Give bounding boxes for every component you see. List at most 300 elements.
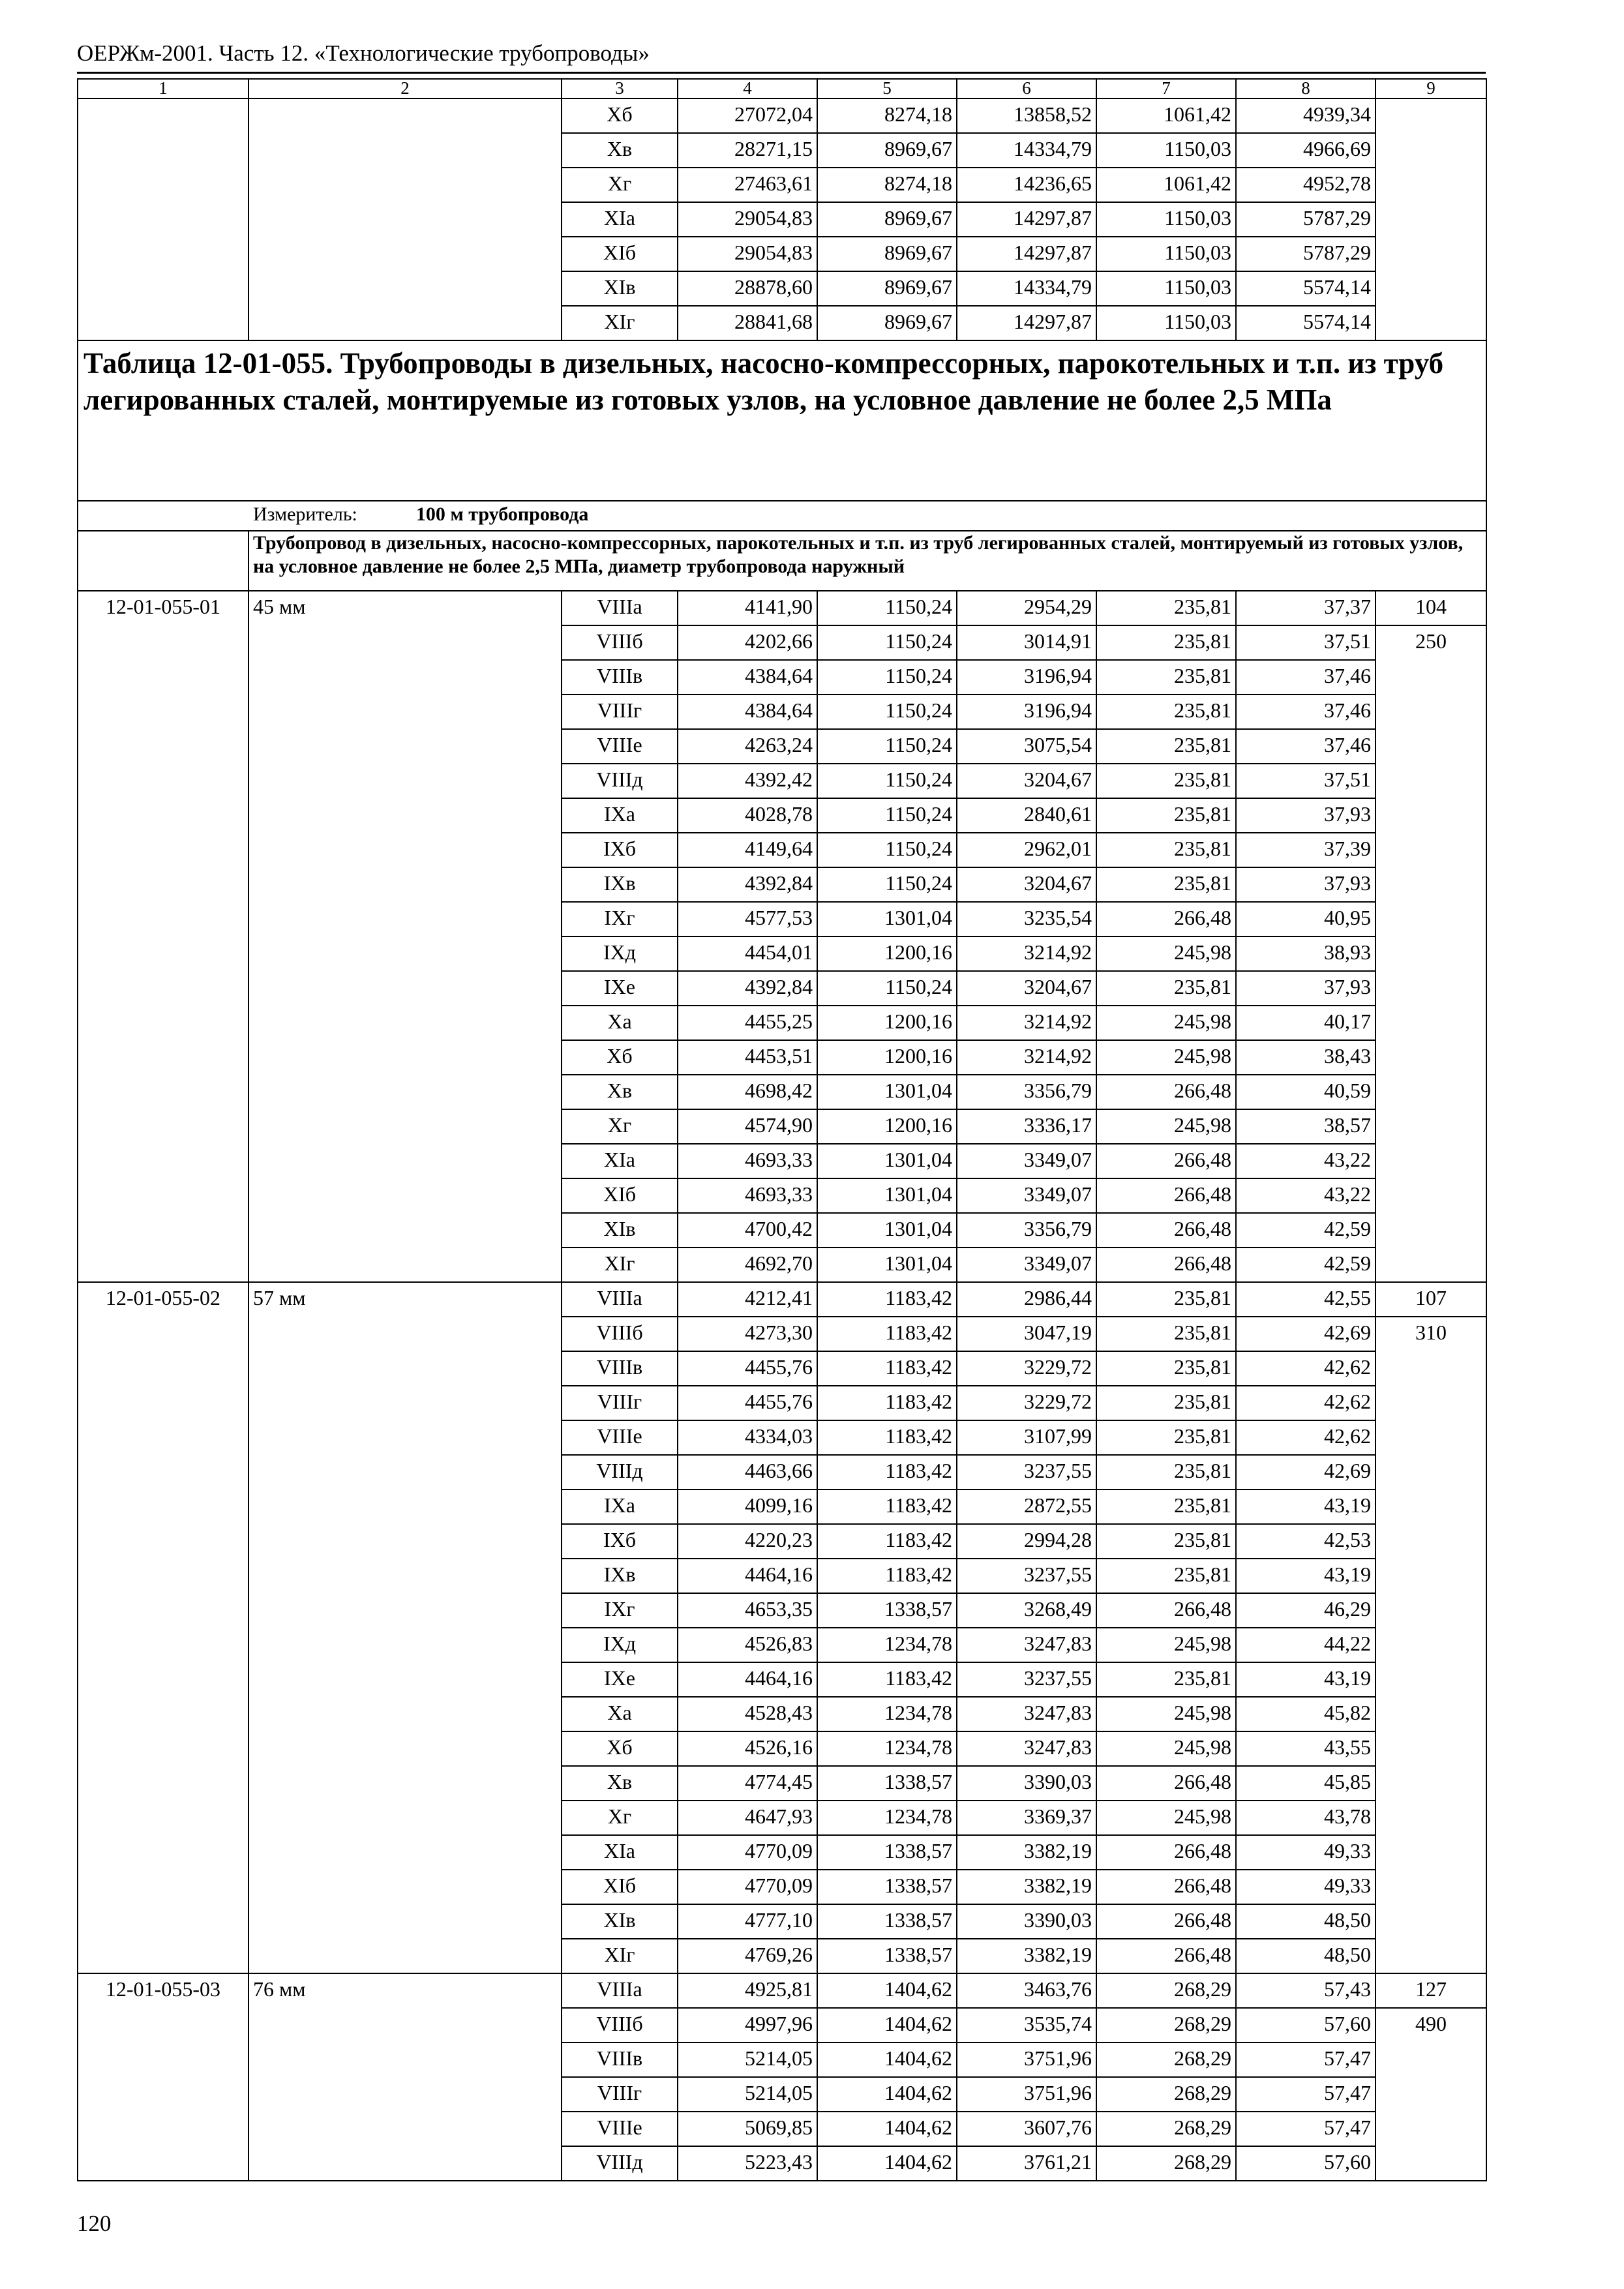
column-header-8: 8 <box>1236 79 1376 98</box>
zone-cell: VIIIб <box>562 625 678 660</box>
value-cell-col6: 3761,21 <box>957 2146 1096 2181</box>
value-cell-col4: 4453,51 <box>678 1040 817 1075</box>
value-cell-col6: 3390,03 <box>957 1904 1096 1939</box>
value-cell-col7: 245,98 <box>1096 1731 1236 1766</box>
value-cell-col6: 3229,72 <box>957 1351 1096 1386</box>
zone-cell: IXд <box>562 1628 678 1662</box>
empty-col9-cell <box>1376 98 1486 340</box>
value-cell-col5: 1234,78 <box>817 1731 957 1766</box>
value-cell-col6: 2872,55 <box>957 1489 1096 1524</box>
zone-cell: VIIIг <box>562 695 678 729</box>
value-cell-col6: 3463,76 <box>957 1973 1096 2008</box>
zone-cell: VIIIе <box>562 2112 678 2146</box>
value-cell-col8: 43,55 <box>1236 1731 1376 1766</box>
value-cell-col8: 43,19 <box>1236 1559 1376 1593</box>
value-cell-col7: 268,29 <box>1096 1973 1236 2008</box>
value-cell-col7: 235,81 <box>1096 591 1236 625</box>
value-cell-col4: 4455,76 <box>678 1386 817 1420</box>
zone-cell: VIIIа <box>562 1282 678 1317</box>
value-cell-col4: 4577,53 <box>678 902 817 936</box>
value-cell-col5: 1404,62 <box>817 2042 957 2077</box>
value-cell-col5: 1183,42 <box>817 1386 957 1420</box>
value-cell-col7: 235,81 <box>1096 1351 1236 1386</box>
value-cell-col8: 48,50 <box>1236 1939 1376 1973</box>
zone-cell: VIIIб <box>562 2008 678 2042</box>
page-number: 120 <box>77 2211 112 2236</box>
value-cell-col8: 40,17 <box>1236 1006 1376 1040</box>
zone-cell: ХIв <box>562 1213 678 1248</box>
value-cell-col6: 3204,67 <box>957 971 1096 1006</box>
description-row <box>78 531 1486 591</box>
zone-cell: Хв <box>562 1766 678 1801</box>
price-table-body <box>78 79 1486 2181</box>
column-header-9: 9 <box>1376 79 1486 98</box>
value-cell-col4: 5214,05 <box>678 2077 817 2112</box>
value-cell-col6: 3075,54 <box>957 729 1096 764</box>
zone-cell: Хг <box>562 1801 678 1835</box>
value-cell-col5: 1338,57 <box>817 1766 957 1801</box>
value-cell-col6: 3196,94 <box>957 660 1096 695</box>
value-cell-col7: 268,29 <box>1096 2146 1236 2181</box>
value-cell-col6: 14297,87 <box>957 306 1096 340</box>
value-cell-col5: 1150,24 <box>817 660 957 695</box>
value-cell-col7: 268,29 <box>1096 2042 1236 2077</box>
zone-cell: IXе <box>562 971 678 1006</box>
value-cell-col6: 3356,79 <box>957 1075 1096 1109</box>
zone-cell: VIIIг <box>562 2077 678 2112</box>
value-cell-col5: 1183,42 <box>817 1420 957 1455</box>
value-cell-col6: 3196,94 <box>957 695 1096 729</box>
value-cell-col5: 1301,04 <box>817 1075 957 1109</box>
value-cell-col7: 245,98 <box>1096 1697 1236 1731</box>
value-cell-col5: 8969,67 <box>817 237 957 271</box>
value-cell-col5: 1338,57 <box>817 1835 957 1870</box>
zone-cell: VIIIе <box>562 1420 678 1455</box>
value-cell-col7: 245,98 <box>1096 936 1236 971</box>
col9-value-cell: 490 <box>1376 2008 1486 2181</box>
price-table <box>77 78 1487 2181</box>
zone-cell: VIIIв <box>562 2042 678 2077</box>
value-cell-col4: 28841,68 <box>678 306 817 340</box>
value-cell-col8: 48,50 <box>1236 1904 1376 1939</box>
zone-cell: IXд <box>562 936 678 971</box>
column-header-6: 6 <box>957 79 1096 98</box>
value-cell-col4: 4463,66 <box>678 1455 817 1489</box>
zone-cell: IXг <box>562 1593 678 1628</box>
description-text: Трубопровод в дизельных, насосно-компрессорных, парокотельных и т.п. из труб легированных сталей, монтируемый из готовых узлов, на условное давление не более 2,5 МПа, диаметр трубопровода наружный <box>248 531 1486 591</box>
value-cell-col7: 235,81 <box>1096 1489 1236 1524</box>
value-cell-col6: 3214,92 <box>957 936 1096 971</box>
zone-cell: VIIIг <box>562 1386 678 1420</box>
zone-cell: Хб <box>562 1040 678 1075</box>
column-header-7: 7 <box>1096 79 1236 98</box>
value-cell-col6: 3047,19 <box>957 1317 1096 1351</box>
value-cell-col4: 4141,90 <box>678 591 817 625</box>
value-cell-col4: 4392,84 <box>678 971 817 1006</box>
value-cell-col5: 1404,62 <box>817 2077 957 2112</box>
value-cell-col5: 1338,57 <box>817 1870 957 1904</box>
value-cell-col7: 245,98 <box>1096 1006 1236 1040</box>
value-cell-col4: 4693,33 <box>678 1178 817 1213</box>
value-cell-col8: 43,19 <box>1236 1489 1376 1524</box>
value-cell-col7: 235,81 <box>1096 867 1236 902</box>
value-cell-col4: 4384,64 <box>678 660 817 695</box>
value-cell-col6: 14236,65 <box>957 168 1096 202</box>
value-cell-col5: 1150,24 <box>817 833 957 867</box>
value-cell-col5: 1183,42 <box>817 1282 957 1317</box>
zone-cell: Хв <box>562 133 678 168</box>
value-cell-col6: 14334,79 <box>957 271 1096 306</box>
value-cell-col5: 1183,42 <box>817 1559 957 1593</box>
value-cell-col4: 4526,16 <box>678 1731 817 1766</box>
value-cell-col4: 4334,03 <box>678 1420 817 1455</box>
value-cell-col7: 245,98 <box>1096 1628 1236 1662</box>
value-cell-col7: 268,29 <box>1096 2077 1236 2112</box>
table-row <box>78 1282 1486 1317</box>
zone-cell: VIIIв <box>562 1351 678 1386</box>
value-cell-col7: 266,48 <box>1096 1766 1236 1801</box>
value-cell-col8: 57,60 <box>1236 2008 1376 2042</box>
zone-cell: IXб <box>562 833 678 867</box>
value-cell-col5: 1404,62 <box>817 2112 957 2146</box>
value-cell-col4: 4574,90 <box>678 1109 817 1144</box>
value-cell-col7: 266,48 <box>1096 1593 1236 1628</box>
value-cell-col6: 3349,07 <box>957 1144 1096 1178</box>
value-cell-col4: 4202,66 <box>678 625 817 660</box>
value-cell-col5: 1301,04 <box>817 902 957 936</box>
col9-value-cell: 107 <box>1376 1282 1486 1317</box>
value-cell-col4: 29054,83 <box>678 202 817 237</box>
column-header-1: 1 <box>78 79 248 98</box>
value-cell-col6: 14297,87 <box>957 237 1096 271</box>
value-cell-col8: 37,93 <box>1236 971 1376 1006</box>
value-cell-col6: 3356,79 <box>957 1213 1096 1248</box>
value-cell-col4: 4220,23 <box>678 1524 817 1559</box>
value-cell-col4: 4997,96 <box>678 2008 817 2042</box>
value-cell-col8: 37,51 <box>1236 625 1376 660</box>
zone-cell: ХIг <box>562 1939 678 1973</box>
value-cell-col5: 1234,78 <box>817 1697 957 1731</box>
value-cell-col8: 57,43 <box>1236 1973 1376 2008</box>
value-cell-col4: 4700,42 <box>678 1213 817 1248</box>
column-header-3: 3 <box>562 79 678 98</box>
value-cell-col4: 4526,83 <box>678 1628 817 1662</box>
value-cell-col4: 4777,10 <box>678 1904 817 1939</box>
value-cell-col8: 40,59 <box>1236 1075 1376 1109</box>
value-cell-col5: 1183,42 <box>817 1489 957 1524</box>
value-cell-col6: 3535,74 <box>957 2008 1096 2042</box>
value-cell-col5: 1301,04 <box>817 1213 957 1248</box>
value-cell-col8: 42,59 <box>1236 1248 1376 1282</box>
value-cell-col7: 235,81 <box>1096 660 1236 695</box>
value-cell-col4: 4028,78 <box>678 798 817 833</box>
value-cell-col6: 3014,91 <box>957 625 1096 660</box>
value-cell-col5: 8274,18 <box>817 168 957 202</box>
value-cell-col7: 266,48 <box>1096 1835 1236 1870</box>
column-header-5: 5 <box>817 79 957 98</box>
value-cell-col4: 4454,01 <box>678 936 817 971</box>
value-cell-col5: 1234,78 <box>817 1801 957 1835</box>
value-cell-col6: 3607,76 <box>957 2112 1096 2146</box>
unit-label: Измеритель: <box>253 503 357 525</box>
value-cell-col6: 3214,92 <box>957 1040 1096 1075</box>
value-cell-col8: 4952,78 <box>1236 168 1376 202</box>
value-cell-col4: 27072,04 <box>678 98 817 133</box>
value-cell-col7: 235,81 <box>1096 1524 1236 1559</box>
value-cell-col8: 37,46 <box>1236 660 1376 695</box>
value-cell-col8: 38,57 <box>1236 1109 1376 1144</box>
value-cell-col5: 1234,78 <box>817 1628 957 1662</box>
value-cell-col6: 3107,99 <box>957 1420 1096 1455</box>
value-cell-col8: 42,69 <box>1236 1455 1376 1489</box>
value-cell-col5: 1301,04 <box>817 1248 957 1282</box>
value-cell-col8: 37,93 <box>1236 867 1376 902</box>
value-cell-col7: 1150,03 <box>1096 271 1236 306</box>
value-cell-col5: 1404,62 <box>817 2008 957 2042</box>
value-cell-col8: 43,22 <box>1236 1144 1376 1178</box>
value-cell-col8: 57,47 <box>1236 2112 1376 2146</box>
zone-cell: ХIг <box>562 306 678 340</box>
value-cell-col4: 4392,42 <box>678 764 817 798</box>
column-header-2: 2 <box>248 79 562 98</box>
value-cell-col4: 4212,41 <box>678 1282 817 1317</box>
value-cell-col4: 4455,76 <box>678 1351 817 1386</box>
value-cell-col8: 5574,14 <box>1236 271 1376 306</box>
zone-cell: ХIб <box>562 1870 678 1904</box>
zone-cell: IXв <box>562 867 678 902</box>
value-cell-col7: 1150,03 <box>1096 306 1236 340</box>
rate-code-cell: 12-01-055-02 <box>78 1282 248 1973</box>
value-cell-col5: 1150,24 <box>817 695 957 729</box>
value-cell-col8: 37,51 <box>1236 764 1376 798</box>
value-cell-col7: 266,48 <box>1096 902 1236 936</box>
value-cell-col5: 1338,57 <box>817 1593 957 1628</box>
table-row <box>78 1973 1486 2008</box>
value-cell-col5: 8274,18 <box>817 98 957 133</box>
value-cell-col6: 3204,67 <box>957 867 1096 902</box>
zone-cell: IXе <box>562 1662 678 1697</box>
value-cell-col4: 4698,42 <box>678 1075 817 1109</box>
value-cell-col5: 1301,04 <box>817 1144 957 1178</box>
value-cell-col6: 2954,29 <box>957 591 1096 625</box>
value-cell-col8: 42,62 <box>1236 1420 1376 1455</box>
column-header-row <box>78 79 1486 98</box>
value-cell-col5: 1150,24 <box>817 625 957 660</box>
value-cell-col8: 37,46 <box>1236 729 1376 764</box>
value-cell-col6: 3369,37 <box>957 1801 1096 1835</box>
rate-code-cell: 12-01-055-03 <box>78 1973 248 2181</box>
value-cell-col8: 40,95 <box>1236 902 1376 936</box>
value-cell-col8: 45,82 <box>1236 1697 1376 1731</box>
value-cell-col4: 4455,25 <box>678 1006 817 1040</box>
empty-code-cell <box>78 98 248 340</box>
diameter-cell: 76 мм <box>248 1973 562 2181</box>
col9-value-cell: 127 <box>1376 1973 1486 2008</box>
zone-cell: IXг <box>562 902 678 936</box>
zone-cell: IXа <box>562 798 678 833</box>
zone-cell: ХIа <box>562 1144 678 1178</box>
value-cell-col5: 1200,16 <box>817 936 957 971</box>
value-cell-col4: 5214,05 <box>678 2042 817 2077</box>
zone-cell: Хг <box>562 1109 678 1144</box>
value-cell-col8: 42,53 <box>1236 1524 1376 1559</box>
value-cell-col6: 2962,01 <box>957 833 1096 867</box>
value-cell-col4: 4464,16 <box>678 1559 817 1593</box>
value-cell-col5: 1150,24 <box>817 764 957 798</box>
value-cell-col8: 46,29 <box>1236 1593 1376 1628</box>
value-cell-col6: 3382,19 <box>957 1835 1096 1870</box>
value-cell-col7: 266,48 <box>1096 1178 1236 1213</box>
value-cell-col8: 4966,69 <box>1236 133 1376 168</box>
value-cell-col5: 1200,16 <box>817 1040 957 1075</box>
value-cell-col6: 3268,49 <box>957 1593 1096 1628</box>
zone-cell: IXв <box>562 1559 678 1593</box>
value-cell-col8: 43,19 <box>1236 1662 1376 1697</box>
value-cell-col8: 37,93 <box>1236 798 1376 833</box>
value-cell-col5: 1150,24 <box>817 867 957 902</box>
value-cell-col6: 13858,52 <box>957 98 1096 133</box>
value-cell-col8: 44,22 <box>1236 1628 1376 1662</box>
zone-cell: Хб <box>562 98 678 133</box>
value-cell-col6: 3237,55 <box>957 1662 1096 1697</box>
value-cell-col8: 37,46 <box>1236 695 1376 729</box>
value-cell-col5: 1150,24 <box>817 729 957 764</box>
zone-cell: Хг <box>562 168 678 202</box>
value-cell-col4: 4392,84 <box>678 867 817 902</box>
unit-cell <box>78 501 1486 531</box>
value-cell-col6: 3382,19 <box>957 1939 1096 1973</box>
value-cell-col5: 1338,57 <box>817 1904 957 1939</box>
zone-cell: ХIг <box>562 1248 678 1282</box>
value-cell-col4: 28271,15 <box>678 133 817 168</box>
value-cell-col7: 1150,03 <box>1096 133 1236 168</box>
value-cell-col8: 5574,14 <box>1236 306 1376 340</box>
value-cell-col4: 4769,26 <box>678 1939 817 1973</box>
zone-cell: VIIIа <box>562 1973 678 2008</box>
diameter-cell: 57 мм <box>248 1282 562 1973</box>
zone-cell: VIIIа <box>562 591 678 625</box>
value-cell-col5: 1183,42 <box>817 1662 957 1697</box>
value-cell-col8: 42,69 <box>1236 1317 1376 1351</box>
value-cell-col6: 3382,19 <box>957 1870 1096 1904</box>
col9-value-cell: 104 <box>1376 591 1486 625</box>
column-header-4: 4 <box>678 79 817 98</box>
value-cell-col6: 3204,67 <box>957 764 1096 798</box>
value-cell-col6: 14297,87 <box>957 202 1096 237</box>
unit-value: 100 м трубопровода <box>415 503 589 525</box>
value-cell-col6: 3336,17 <box>957 1109 1096 1144</box>
value-cell-col5: 8969,67 <box>817 202 957 237</box>
value-cell-col4: 4464,16 <box>678 1662 817 1697</box>
value-cell-col5: 1404,62 <box>817 2146 957 2181</box>
value-cell-col7: 235,81 <box>1096 1420 1236 1455</box>
value-cell-col7: 1061,42 <box>1096 168 1236 202</box>
value-cell-col6: 3247,83 <box>957 1697 1096 1731</box>
value-cell-col7: 235,81 <box>1096 625 1236 660</box>
zone-cell: ХIб <box>562 1178 678 1213</box>
value-cell-col4: 4099,16 <box>678 1489 817 1524</box>
value-cell-col7: 235,81 <box>1096 1559 1236 1593</box>
value-cell-col7: 266,48 <box>1096 1904 1236 1939</box>
zone-cell: VIIIе <box>562 729 678 764</box>
value-cell-col4: 4273,30 <box>678 1317 817 1351</box>
value-cell-col5: 1183,42 <box>817 1524 957 1559</box>
zone-cell: ХIа <box>562 202 678 237</box>
value-cell-col7: 235,81 <box>1096 971 1236 1006</box>
value-cell-col7: 266,48 <box>1096 1075 1236 1109</box>
value-cell-col7: 266,48 <box>1096 1939 1236 1973</box>
value-cell-col5: 1183,42 <box>817 1317 957 1351</box>
value-cell-col6: 2986,44 <box>957 1282 1096 1317</box>
zone-cell: ХIб <box>562 237 678 271</box>
value-cell-col7: 245,98 <box>1096 1040 1236 1075</box>
rate-code-cell: 12-01-055-01 <box>78 591 248 1282</box>
value-cell-col6: 3751,96 <box>957 2077 1096 2112</box>
value-cell-col5: 1150,24 <box>817 971 957 1006</box>
value-cell-col7: 235,81 <box>1096 729 1236 764</box>
value-cell-col4: 29054,83 <box>678 237 817 271</box>
value-cell-col6: 3247,83 <box>957 1628 1096 1662</box>
value-cell-col4: 5069,85 <box>678 2112 817 2146</box>
zone-cell: VIIIб <box>562 1317 678 1351</box>
zone-cell: VIIIд <box>562 1455 678 1489</box>
empty-name-cell <box>248 98 562 340</box>
value-cell-col5: 8969,67 <box>817 133 957 168</box>
value-cell-col4: 4774,45 <box>678 1766 817 1801</box>
value-cell-col4: 4925,81 <box>678 1973 817 2008</box>
col9-value-cell: 250 <box>1376 625 1486 1282</box>
value-cell-col7: 266,48 <box>1096 1213 1236 1248</box>
value-cell-col7: 245,98 <box>1096 1109 1236 1144</box>
value-cell-col7: 266,48 <box>1096 1248 1236 1282</box>
unit-row <box>78 501 1486 531</box>
value-cell-col8: 49,33 <box>1236 1870 1376 1904</box>
header-rule <box>77 72 1486 74</box>
value-cell-col8: 5787,29 <box>1236 202 1376 237</box>
value-cell-col6: 3390,03 <box>957 1766 1096 1801</box>
value-cell-col5: 1404,62 <box>817 1973 957 2008</box>
value-cell-col6: 3349,07 <box>957 1178 1096 1213</box>
value-cell-col6: 3235,54 <box>957 902 1096 936</box>
value-cell-col8: 49,33 <box>1236 1835 1376 1870</box>
value-cell-col7: 1061,42 <box>1096 98 1236 133</box>
page-header: ОЕРЖм-2001. Часть 12. «Технологические трубопроводы» <box>77 40 650 66</box>
value-cell-col7: 235,81 <box>1096 1455 1236 1489</box>
value-cell-col5: 1150,24 <box>817 798 957 833</box>
value-cell-col4: 27463,61 <box>678 168 817 202</box>
value-cell-col6: 3751,96 <box>957 2042 1096 2077</box>
value-cell-col7: 245,98 <box>1096 1801 1236 1835</box>
value-cell-col7: 235,81 <box>1096 833 1236 867</box>
description-empty-cell <box>78 531 248 591</box>
value-cell-col7: 268,29 <box>1096 2112 1236 2146</box>
zone-cell: VIIIд <box>562 2146 678 2181</box>
value-cell-col8: 42,62 <box>1236 1351 1376 1386</box>
value-cell-col4: 4384,64 <box>678 695 817 729</box>
value-cell-col7: 235,81 <box>1096 1317 1236 1351</box>
table-title: Таблица 12-01-055. Трубопроводы в дизельных, насосно-компрессорных, парокотельных и т.п. из труб легированных сталей, монтируемые из готовых узлов, на условное давление не более 2,5 МПа <box>78 340 1486 501</box>
value-cell-col8: 42,62 <box>1236 1386 1376 1420</box>
value-cell-col5: 1200,16 <box>817 1006 957 1040</box>
value-cell-col7: 235,81 <box>1096 1662 1236 1697</box>
col9-value-cell: 310 <box>1376 1317 1486 1973</box>
value-cell-col7: 266,48 <box>1096 1144 1236 1178</box>
table-row <box>78 98 1486 133</box>
value-cell-col4: 5223,43 <box>678 2146 817 2181</box>
zone-cell: VIIIв <box>562 660 678 695</box>
value-cell-col5: 1183,42 <box>817 1455 957 1489</box>
zone-cell: ХIв <box>562 271 678 306</box>
